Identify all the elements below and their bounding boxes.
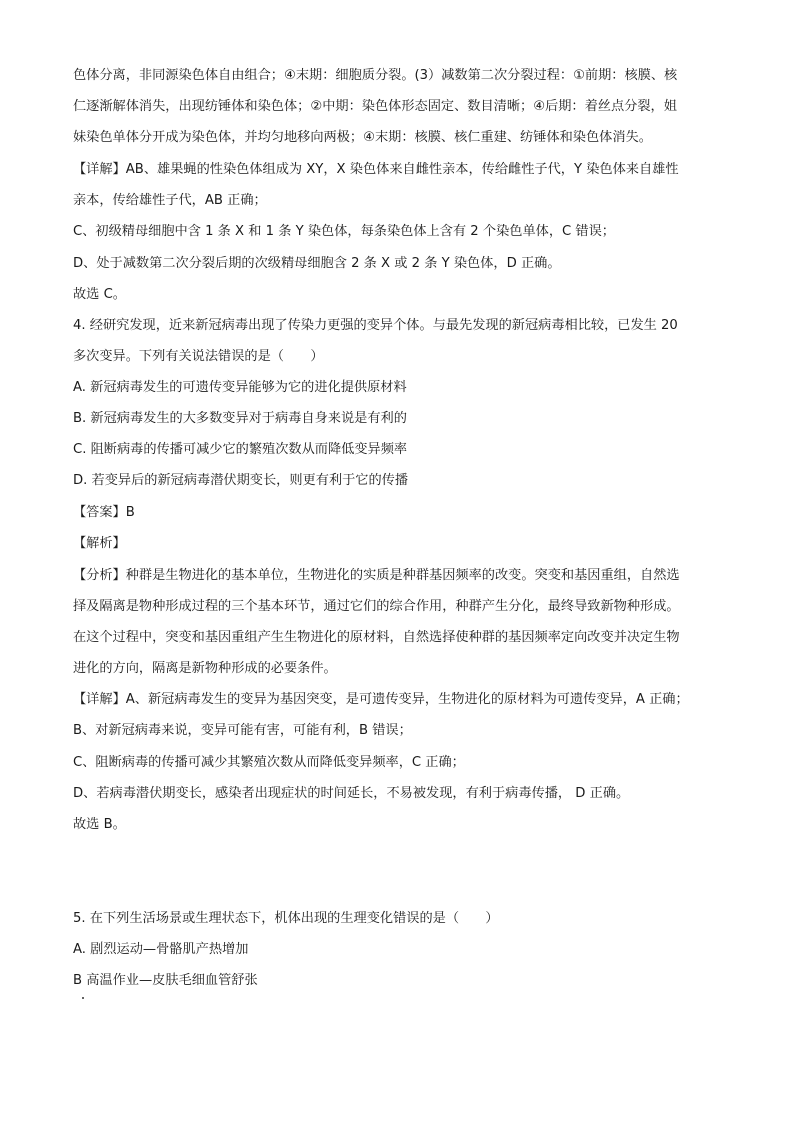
option-a: A. 新冠病毒发生的可遗传变异能够为它的进化提供原材料	[73, 380, 407, 395]
option-d: D. 若变异后的新冠病毒潜伏期变长，则更有利于它的传播	[73, 473, 409, 488]
text-line: 仁逐渐解体消失，出现纺锤体和染色体；②中期：染色体形态固定、数目清晰；④后期：着丝点分裂，姐	[73, 99, 677, 114]
text-line: 择及隔离是物种形成过程的三个基本环节，通过它们的综合作用，种群产生分化，最终导致新物种形成。	[73, 599, 680, 614]
text-line: 故选 B。	[73, 817, 126, 832]
text-line: 【详解】A、新冠病毒发生的变异为基因突变，是可遗传变异，生物进化的原材料为可遗传变异，A 正确；	[73, 692, 689, 707]
question-stem: 多次变异。下列有关说法错误的是（ ）	[73, 349, 324, 364]
analysis-label: 【解析】	[73, 536, 126, 551]
text-line: C、初级精母细胞中含 1 条 X 和 1 条 Y 染色体，每条染色体上含有 2 个染色单体，C 错误；	[73, 224, 615, 239]
text-line: 【详解】AB、雄果蝇的性染色体组成为 XY，X 染色体来自雌性亲本，传给雌性子代，Y 染色体来自雄性	[73, 162, 679, 177]
question-stem: 5. 在下列生活场景或生理状态下，机体出现的生理变化错误的是（ ）	[73, 911, 499, 926]
option-a: A. 剧烈运动—骨骼肌产热增加	[73, 942, 249, 957]
text-line: C、阻断病毒的传播可减少其繁殖次数从而降低变异频率，C 正确；	[73, 755, 465, 770]
text-line: 在这个过程中，突变和基因重组产生生物进化的原材料，自然选择使种群的基因频率定向改变并决定生物	[73, 630, 680, 645]
text-line: D、若病毒潜伏期变长，感染者出现症状的时间延长，不易被发现，有利于病毒传播， D 正确。	[73, 786, 630, 801]
stray-dot	[82, 997, 84, 999]
text-line: B、对新冠病毒来说，变异可能有害，可能有利，B 错误；	[73, 723, 412, 738]
option-b: B 高温作业—皮肤毛细血管舒张	[73, 973, 258, 988]
text-line: 亲本，传给雄性子代，AB 正确；	[73, 193, 267, 208]
option-b: B. 新冠病毒发生的大多数变异对于病毒自身来说是有利的	[73, 411, 407, 426]
option-c: C. 阻断病毒的传播可减少它的繁殖次数从而降低变异频率	[73, 442, 408, 457]
text-line: D、处于减数第二次分裂后期的次级精母细胞含 2 条 X 或 2 条 Y 染色体，D 正确。	[73, 256, 561, 271]
text-line: 妹染色单体分开成为染色体，并均匀地移向两极；④末期：核膜、核仁重建、纺锤体和染色体消失。	[73, 130, 652, 145]
text-line: 故选 C。	[73, 287, 126, 302]
text-line: 进化的方向，隔离是新物种形成的必要条件。	[73, 661, 337, 676]
text-line: 【分析】种群是生物进化的基本单位，生物进化的实质是种群基因频率的改变。突变和基因重组，自然选	[73, 568, 680, 583]
answer-label: 【答案】B	[73, 505, 135, 520]
text-line: 色体分离，非同源染色体自由组合；④末期：细胞质分裂。(3）减数第二次分裂过程：①前期：核膜、核	[73, 68, 678, 83]
question-stem: 4. 经研究发现，近来新冠病毒出现了传染力更强的变异个体。与最先发现的新冠病毒相比较，已发生 20	[73, 318, 678, 333]
